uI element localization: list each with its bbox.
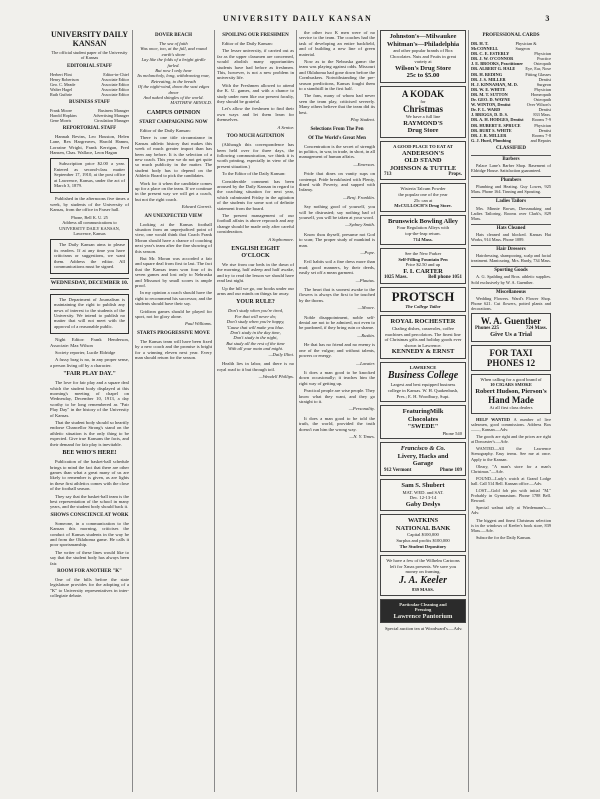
masthead-subtitle: The official student paper of the University of Kansas <box>51 50 128 61</box>
ad-line: A KODAK <box>401 88 445 99</box>
card-entry: DR. A. H. HODGES, Dentist Rooms 7-9 <box>471 117 551 123</box>
livery-ad <box>380 442 466 476</box>
ad-line: Capital $100,000 <box>407 532 439 538</box>
class-section-title: Barbers <box>471 155 551 162</box>
society-reporter: Society reporter, Lucile Eldridge <box>55 350 116 355</box>
ad-line: F. I. CARTER <box>403 267 443 275</box>
ad-line: When calling for a good brand of <box>480 376 542 382</box>
salutation: Editor of the Daily Kansan: <box>222 41 273 46</box>
ad-line: McCULLOCH'S Drug Store. <box>394 203 452 209</box>
card-entry: Dr. GEO. D. WAYNE Osteopath <box>471 97 551 103</box>
quote-author: —Ruskin. <box>357 332 375 338</box>
ad-line: Garage <box>412 460 434 468</box>
quote-author: —Moore. <box>357 305 375 311</box>
ad-line: Pressing <box>414 607 432 613</box>
reportorial-staff-list: Hannah Bevins, Leo Houston, Helen Lane, Rex Hargreaves, Harold Hamm, Lorraine Wright, Frank Kerrigan, Fred Hansen, Chas. Wallace, Leon Hagan <box>50 133 129 156</box>
salutation: Editor of the Daily Kansan: <box>140 127 191 133</box>
ad-line: A GOOD PLACE TO EAT AT <box>393 143 453 149</box>
bank-ad <box>380 514 466 552</box>
editor-note: (Although this correspondence has been held over for three days, the following communication, we think it is worth printing, especially in view of the present situation.) <box>217 142 294 169</box>
card-entry: J. BRIGGS, D. D. S. 833 Mass. <box>471 112 551 118</box>
quote: A fussy brag is no, in any proper sense, a person living off by a character. <box>50 357 129 368</box>
column-rule <box>132 30 133 792</box>
article-paragraph: They say that the basket-ball team is the best representation of the school in many years, and the student body should back it. <box>50 493 129 510</box>
class-section-text: Mrs. Minnie Brown, Dressmaking and Ladies Tailoring. Rooms over Clark's, 829 Mass. <box>471 205 551 221</box>
poem-line: The sea of faith <box>159 41 188 46</box>
class-section-text: A. G. Spalding and Bros. athletic supplies. Sold exclusively by W. A. Guenther. <box>471 274 551 285</box>
class-section-text: Plumbing and Heating. Guy Lowes, 925 Mass. Phone 164. Tinning and Spouting. <box>471 184 551 195</box>
staff-row: Geo. C. Meade Associate Editor <box>50 81 129 87</box>
ad-line: J. A. Keeler <box>399 574 447 586</box>
quote-author: —Benj. Franklin. <box>342 194 375 200</box>
english-heading: ENGLISH EIGHT O'CLOCK <box>231 246 280 259</box>
article-paragraph: With the Freshmen allowed to attend the K. U. games, and with a chance to study under men like our present faculty, they should be grateful. <box>217 82 294 105</box>
ad-line: for <box>420 98 426 104</box>
ad-line: FOR TAXI <box>489 347 533 358</box>
staff-row: Henry Robertson Associate Editor <box>50 76 129 82</box>
quote-author: —Personality. <box>348 406 375 412</box>
subscription-box <box>50 158 129 193</box>
ad-line: Whitman's—Philadelphia <box>386 40 460 48</box>
address-line: Address all communications to UNIVERSITY DAILY KANSAN, Lawrence, Kansas <box>59 220 120 236</box>
ad-line: Wisteria Talcum Powder <box>400 186 446 192</box>
quote-author: —Sydney Smith. <box>345 222 375 228</box>
card-entry: DR. HUBERT E. SPRUCE Physician <box>471 122 551 128</box>
ad-line: The College Tailor <box>405 303 441 309</box>
ad-line: Price $2.50 and up <box>405 262 441 268</box>
card-entry: H. J. KINNAMAN, M. D. Surgeon <box>471 81 551 87</box>
chocolates-swede-ad <box>380 405 466 439</box>
signature: A Sophomore. <box>268 236 294 242</box>
article-paragraph: Now as to the Nebraska game: the team was playing against odds. Missouri and Oklahoma had gone down before the Cornhuskers. Notwithstanding the pre-season predictions, Kansas fought them to a standstill in the first half. <box>299 59 375 92</box>
poem <box>217 308 294 351</box>
ad-line: W. A. Guenther <box>480 316 542 327</box>
quote-text: The heart that is soonest awake to the flowers is always the first to be touched by the thorns. <box>299 287 375 303</box>
article-paragraph: In my opinion a coach should have the right to recommend his successor, and the students should have their say. <box>135 290 212 307</box>
ad-line: 714 Mass. <box>413 236 433 242</box>
business-college-ad <box>380 362 466 402</box>
quote-text: Say nothing good of yourself, you will be distrusted; say nothing bad of yourself, you will be taken at your word. <box>299 204 375 220</box>
column-rule <box>296 30 297 792</box>
notice-text: The Daily Kansan aims to please its readers. If at any time you have criticisms or suggestions, we want them. Address the editor. All communications must be signed. <box>54 242 125 269</box>
class-section-title: Hair Dressers <box>471 245 551 252</box>
ad-line: Surplus and profits $100,000 <box>396 537 450 543</box>
poem-heading: DOVER BEACH <box>154 33 193 38</box>
ad-line: Chocolates <box>407 415 439 423</box>
campaign-subheading: START CAMPAIGNING NOW <box>139 119 208 125</box>
ad-line: Sam S. Shubert <box>401 482 445 490</box>
cigar-ad <box>471 374 551 414</box>
bee-heading: BEE WHO'S HERE! <box>62 450 117 457</box>
ad-line: Business College <box>387 370 459 382</box>
rule-heading: YOUR RULE? <box>236 299 275 306</box>
ad-line: Four Regulation Alleys with <box>396 225 450 231</box>
signature: A Senior. <box>277 124 294 130</box>
staff-row: Ruth Guthrie Associate Editor <box>50 91 129 97</box>
help-wanted: HELP WANTED A number of live salesmen, good commissions. Address Box——, Kansan.—Adv. <box>471 416 551 433</box>
business-staff-list <box>50 108 129 123</box>
want-ad: The goods are right and the prices are right at Doncaster's.—Adv. <box>471 434 551 445</box>
signature: Edward Garrett. <box>181 204 212 210</box>
staff-row: Herbert Flint Editor-in-Chief <box>50 71 129 77</box>
card-entry: DR. ALBERT G. HALE Eye, Ear, Nose <box>471 66 551 72</box>
quote-text: It does a man good to be knocked down occasionally; it teaches him the right way of getting up. <box>299 369 375 386</box>
quote-author: —Pope. <box>360 250 375 255</box>
ad-row: 1025 Mass. Bell phone 1051 <box>384 275 462 281</box>
want-ad: Oleary, "A man's store for a man's Christmas."—Adv. <box>471 463 551 474</box>
class-section-text: Wedding Flowers. Ward's Flower Shop. Phone 621. Cut flowers, potted plants and decorations. <box>471 295 551 311</box>
theater-ad <box>380 479 466 511</box>
taxi-ad <box>471 345 551 371</box>
auction-notice: Special auction tea at Woodward's.—Adv. <box>385 626 463 632</box>
ad-line: ROYAL ROCHESTER <box>390 318 456 326</box>
selections-heading: Selections From The Pen <box>310 126 364 132</box>
ad-line: Gaby Deslys <box>405 500 441 508</box>
class-section-title: Miscellaneous <box>471 288 551 295</box>
article-paragraph: We rise from our beds in the dawn of the morning, half asleep and half awake, and try to read the lesson we should have read last night. <box>217 262 294 284</box>
article-paragraph: Up the hill we go, our books under our arms and our minds on things far away. <box>217 285 294 297</box>
quote-text: Pride that dines on vanity sups on contempt. Pride breakfasted with Plenty, dined with Poverty, and supped with Infamy. <box>299 171 375 193</box>
ad-row: 713 Props. <box>384 172 462 178</box>
want-ad: WANTED—All the Lawrence Stenography. Easy terms. See me at once. Apply to the Kansan. <box>471 446 551 462</box>
ad-line: 839 MASS. <box>412 586 434 592</box>
page-header-title: UNIVERSITY DAILY KANSAN <box>223 13 373 23</box>
poem-line: Of the night-wind, down the vast edges drear <box>137 84 210 95</box>
poem-author: —Daily Illini. <box>268 351 294 357</box>
ad-row: 912 Vermont Phone 109 <box>384 467 462 473</box>
fountain-pen-ad <box>380 248 466 284</box>
pantorium-ad <box>380 599 466 624</box>
article-paragraph: Looking at the Kansas football situation from an unprejudiced point of view, one would think that Coach Frank Moran should have a chance of coaching next year's team after the fine showing of this season. <box>135 221 212 254</box>
ad-line: and other popular brands of Box Chocolates. Nuts and Fruits in great variety at <box>389 48 457 65</box>
ad-line: Wilson's Drug Store <box>394 64 452 72</box>
want-ad: Special walnut taffy at Wiedemann's.—Adv. <box>471 505 551 516</box>
talcum-ad <box>380 183 466 211</box>
article-paragraph: There is one title circumstance in Kansas athletic history that makes this week of much greater import than has been any before. It is the selection of a new coach. This year we do not get quite so much publicity in the matter. The student body has to depend on the Athletic Board to pick the candidates. <box>135 135 212 179</box>
signature: Paul Williams. <box>184 321 212 327</box>
guenther-ad <box>471 313 551 342</box>
business-staff-heading: BUSINESS STAFF <box>69 99 110 105</box>
column-5-ads <box>380 30 466 790</box>
selections-subheading: Of The World's Great Men <box>308 135 366 141</box>
anderson-ad <box>380 141 466 181</box>
poem-line: Its melancholy, long, withdrawing roar, <box>137 73 210 79</box>
ad-line: Lawrence Pantorium <box>393 612 453 620</box>
ad-line: Dec. 12-13-14 <box>409 495 437 501</box>
unexpected-heading: AN UNEXPECTED VIEW <box>144 213 203 219</box>
ad-line: See the New Parker <box>404 251 442 257</box>
ad-line: Christmas <box>403 104 443 115</box>
article-paragraph: The Kansas team will have been fixed by a new coach and the promise is bright for a winning eleven next year. Every man should return for the season. <box>135 338 212 361</box>
class-section-text: Hairdressing, shampooing, scalp and facial treatment. Manicuring. Mrs. Hardy, 734 Mass. <box>471 253 551 264</box>
poem-line: Don't study in the night, <box>233 335 278 341</box>
ad-line: Livery, Hacks and <box>397 452 449 460</box>
class-section-title: Plumbers <box>471 176 551 183</box>
staff-row: Harold Hopkins Advertising Manager <box>50 112 129 118</box>
quote-author: —Plautus. <box>355 277 375 283</box>
professional-cards-heading: PROFESSIONAL CARDS <box>482 33 540 38</box>
quote-author: —Lavater. <box>355 360 375 366</box>
card-entry: DR. J. W. O'CONNOR Practice <box>471 56 551 62</box>
editorial-staff-list <box>50 72 129 97</box>
ad-row: Phones 225 724 Mass. <box>475 326 547 332</box>
poem-line: Don't study in the day time, <box>230 330 281 336</box>
card-entry: J. E. BROOKS, Practitioner Osteopath <box>471 61 551 67</box>
spoiling-heading: SPOILING OUR FRESHMEN <box>222 33 289 38</box>
notice-box <box>50 239 129 274</box>
want-ad: The biggest and finest Christmas selection is in the windows of Keeler's book store, 839 Mass.—Adv. <box>471 517 551 533</box>
column-rule <box>377 30 378 792</box>
quote-text: Evil habits soil a fine dress more than mud; good manners, by their deeds, easily set off a mean garment. <box>299 259 375 276</box>
quote-text: It does a man good to be told the truth, the world, provided the truth doesn't run him the wrong way. <box>299 415 375 432</box>
ad-line: At all first class dealers <box>489 405 533 411</box>
card-entry: DR. H. REDING Fitting Glasses <box>471 71 551 77</box>
phone-line: Phone, Bell K. U. 25 <box>71 214 108 220</box>
article-paragraph: the other two K men were of no service to the team. The coaches had the task of developing an entire backfield, and of building a new line of green material. <box>299 30 375 57</box>
quote-text: Know thou thyself, presume not God to scan; The proper study of mankind is man. <box>299 231 375 248</box>
card-entry: DR. C. E. ESTERLY Physician <box>471 51 551 57</box>
ad-line: OLD STAND <box>404 157 442 165</box>
column-3 <box>217 30 294 790</box>
poem-line: Don't study when you're happy, <box>226 319 285 325</box>
column-6-classified <box>471 30 551 790</box>
ad-line: Phone 540 <box>442 430 462 436</box>
staff-row: Gene Morris Circulation Manager <box>50 117 129 123</box>
bowling-ad <box>380 215 466 245</box>
article-paragraph: Considerable comment has been aroused by the Daily Kansan in regard to the coaching situation for next year, which culminated Friday in the agitation of the students for some sort of definite statement from the board. <box>217 178 294 211</box>
ad-line: top-the-leap return. <box>405 230 441 236</box>
night-editor: Night Editor: Frank Henderson, Associate: Max Wilson <box>50 337 129 348</box>
article-paragraph: Let's allow the freshmen to find their own ways and let them learn for themselves. <box>217 106 294 123</box>
article-paragraph: The present management of our football affairs is above reproach and any change should be made only after careful consideration. <box>217 212 294 235</box>
poem-line: Was once, too, at the full, and round earth's shore <box>140 46 207 57</box>
agitation-heading: TOO MUCH AGITATION <box>226 134 285 140</box>
poem-line: For that will never do; <box>234 313 277 319</box>
poem-line: Don't study when you're tired, <box>227 308 284 314</box>
ad-line: Give Us a Trial <box>490 331 532 339</box>
column-rule <box>214 30 215 792</box>
class-section-title: Hats Cleaned <box>471 224 551 231</box>
ad-line: WATKINS <box>407 517 439 525</box>
ad-line: 25c can at <box>413 197 433 203</box>
article-paragraph: That the student body should so heartily endorse Chancellor Strong's stand on the athletic situation is the only thing to be expected. Give true Kansans the facts, and their demand for fair play is inevitable. <box>50 420 129 447</box>
ad-line: FeaturingMilk <box>402 408 444 416</box>
quote-text: Concentration is the secret of strength in politics, in war, in trade, in short, in all management of human affairs. <box>299 143 375 160</box>
ad-line: We have a few of the Wilhelm Cartoons left for Xmas presents. We save you money on framing. <box>386 558 460 575</box>
class-section-title: Sporting Goods <box>471 266 551 273</box>
article-paragraph: But Mr. Moran was accorded a fair and square deal from first to last. The fact that the Kansas team won four of its seven games and lost only to Nebraska and Missouri by small scores is ample proof. <box>135 256 212 289</box>
ad-line: Largest and best equipped business college in Kansas. W. H. Quakenbush, Pres.; E. H. Woodbury, Supt. <box>387 382 459 399</box>
article-paragraph: Health lies in labor, and there is no royal road to it but through toil. <box>217 361 294 372</box>
ad-line: PROTSCH <box>391 288 455 304</box>
quote-author: —N. Y. Times. <box>349 433 375 439</box>
chocolates-ad <box>380 30 466 83</box>
date-line: WEDNESDAY, DECEMBER 10. <box>50 278 129 289</box>
quote-text: Noble disappointment, noble self-denial are not to be admired, not even to be pardoned, if they bring ruin or shame. <box>299 314 375 331</box>
progressive-heading: STARTS PROGRESSIVE MOVE <box>137 330 210 336</box>
ad-line: KENNEDY & ERNST <box>391 348 455 356</box>
page-number: 3 <box>545 13 550 23</box>
card-entry: DR. M. T. SUTTON Homeopath <box>471 91 551 97</box>
poem <box>135 41 212 100</box>
article-paragraph: Work for it when the candidate comes up for a place on the team. If we continue in the present way we will get a coach, but not the right coach. <box>135 180 212 202</box>
quote-author: —Emerson. <box>353 161 375 167</box>
poem-line: 'Cause that will make you blue. <box>226 324 285 330</box>
class-section-text: Hats cleaned and blocked. Kansas Hat Works, 914 Mass. Phone 1089. <box>471 231 551 242</box>
notice-box-2 <box>50 294 129 334</box>
page-header <box>50 11 550 25</box>
ad-line: the popular one of the year <box>398 192 448 198</box>
card-entry: G. J. Hurd, Plumbing and Repairs <box>471 137 551 143</box>
rochester-ad <box>380 315 466 358</box>
staff-row: Walter Hagel Associate Editor <box>50 86 129 92</box>
ad-line: The Student Depository <box>399 543 447 549</box>
poem-line: But now I only hear <box>155 68 192 74</box>
column-4 <box>299 30 375 790</box>
ad-line: Johnston's—Milwaukee <box>389 33 457 40</box>
ad-line: Self-Filling Fountain Pen <box>398 256 448 262</box>
poem-line: And naked shingles of the world. <box>143 95 204 101</box>
ad-line: Francisco & Co. <box>400 445 446 453</box>
card-entry: DR. H. T. McCONNELL Physician & Surgeon <box>471 41 537 52</box>
card-entry: DR. W. E. WHITE Physician <box>471 86 551 92</box>
ad-line: JOHNSON & TUTTLE <box>389 164 457 172</box>
campus-opinion-heading: CAMPUS OPINION <box>146 109 201 116</box>
poem-line: With all your main and might. <box>227 346 284 352</box>
poem-line: Retreating, to the breath <box>151 78 196 84</box>
article-paragraph: Someone, in a communication to the Kansan this morning, criticises the conduct of Kansas students in the way he and from the Oklahoma game. He calls it poor sportsmanship. <box>50 520 129 548</box>
card-entry: W. WINTON, Dentist Over Wilson's <box>471 102 551 108</box>
classified-heading: CLASSIFIED <box>495 145 526 151</box>
column-rule <box>468 30 469 792</box>
quote-text: Practical people are wise people. They know what they want, and they go straight to it. <box>299 388 375 404</box>
conscience-heading: SHOWS CONSCIENCE AT WORK <box>50 512 129 518</box>
ad-line: Hand Made <box>488 395 534 406</box>
article-paragraph: One of the bills before the state legislature provides for the adopting of a "K" to University representatives in inter-collegiate debate. <box>50 577 129 599</box>
kodak-ad <box>380 86 466 138</box>
poem-author: MATTHEW ARNOLD. <box>170 100 212 106</box>
published-text: Published in the afternoons five times a week, by students of the University of Kansas, from the office in Fraser hall. <box>50 196 129 213</box>
want-ad: Subscribe for the Daily Kansan. <box>476 534 532 540</box>
signature: Play Student. <box>350 117 375 123</box>
want-ad: FOUND—Lady's watch at Grand Lodge hall. Call 514 Bell. Kansan office.—Adv. <box>471 475 551 486</box>
staff-row: Frank Moore Business Manager <box>50 107 129 113</box>
want-ad: LOST—Gold fob pin with initial "M." Probably in Gymnasium. Phone 1788 Bell. Reward. <box>471 488 551 504</box>
ad-line: NATIONAL BANK <box>395 524 451 532</box>
reportorial-staff-heading: REPORTORIAL STAFF <box>62 125 117 131</box>
fair-play-heading: "FAIR PLAY DAY." <box>63 371 116 378</box>
ad-line: We have a full line <box>405 114 441 120</box>
ad-line: Brunswick Bowling Alley <box>387 217 459 225</box>
article-paragraph: The love for fair play and a square deal which the student body displayed at this morning's meeting of chapel on Wednesday, December 10, 1913, a day worthy to be long remembered as "Fair Play Day" in the history of the University of Kansas. <box>50 380 129 418</box>
ad-line: ANDERSON'S <box>402 149 444 157</box>
article-paragraph: The fans, many of whom had never seen the team play, criticised severely. Many others believe that the team did its best. <box>299 93 375 115</box>
column-2 <box>135 30 212 790</box>
salutation: To the Editor of the Daily Kansan: <box>222 171 286 177</box>
card-entry: Dr. F. L. WARD Dentist <box>471 107 551 113</box>
notice-text-2: The Department of Journalism is maintaining the right to publish any news of interest to the students of the University. We intend to publish no matter that will not meet with the approval of a reasonable public. <box>54 296 125 329</box>
ad-line: Chafing dishes, casseroles, coffee machines and percolators. The finest line of Christmas gifts and holiday goods ever shown in Lawrence. <box>384 325 462 348</box>
poem-line: Lay like the folds of a bright girdle furled. <box>141 57 206 68</box>
class-section-title: Ladies Tailors <box>471 197 551 204</box>
ad-line: RAYMOND'S <box>403 119 443 127</box>
article-paragraph: The writer of these lines would like to say that the student body has always been fair. <box>50 549 129 566</box>
ad-line: PHONES 12 <box>486 357 536 368</box>
protsch-ad <box>380 287 466 313</box>
ad-line: Robert Hudson, Pierson's <box>475 387 547 395</box>
masthead-title: UNIVERSITY DAILY KANSAN <box>51 30 128 48</box>
column-1 <box>50 30 129 790</box>
ad-line: "SWEDE" <box>407 423 439 431</box>
card-entry: DR. J. R. MILLER Rooms 7-8 <box>471 132 551 138</box>
article-paragraph: Publication of the basket-ball schedule brings to mind the fact that there are other games than what a great many of us are likely to remember is given, as are lights in these first athletics comes with the close of the football season. <box>50 459 129 492</box>
editorial-staff-heading: EDITORIAL STAFF <box>67 63 112 69</box>
article-paragraph: The lesser university, if carried out as far as the upper classmen are concerned, would abolish many opportunities students have had before as freshmen. This, however, is not a new problem in university life. <box>217 48 294 81</box>
ad-line: Drug Store <box>407 127 439 135</box>
ad-line: LAWRENCE <box>409 364 437 370</box>
quote-text: He that has no friend and no enemy is one of the vulgar; and without talents, powers or energy. <box>299 342 375 359</box>
class-section-text: Palace Lane's Barber Shop. Basement of Eldridge House. Satisfaction guaranteed. <box>471 162 551 174</box>
card-entry: DR. BURT S. WHITE Dentist <box>471 127 551 133</box>
ad-line: Particular Cleaning and <box>399 601 447 607</box>
ad-line: 25c to $5.00 <box>406 72 440 80</box>
card-list <box>471 41 551 143</box>
quote-author: —Wendell Phillips. <box>258 373 294 379</box>
article-paragraph: Gridiron games should be played for sport, not for glory alone. <box>135 308 212 320</box>
keeler-ad <box>380 555 466 595</box>
ad-line: MAT. WED. and SAT. <box>402 489 444 495</box>
subscription-text: Subscription price $2.00 a year. Entered as second-class matter September 17, 1910, at the post office at Lawrence, Kansas, under the act of March 3, 1879. <box>54 161 125 189</box>
ad-line: 10 CIGARS SMOKE <box>490 382 532 388</box>
poem-line: But study all the rest of the time <box>226 340 285 346</box>
room-heading: ROOM FOR ANOTHER "K" <box>57 569 122 574</box>
card-entry: DR. J. S. MILLER Dentist <box>471 76 551 82</box>
